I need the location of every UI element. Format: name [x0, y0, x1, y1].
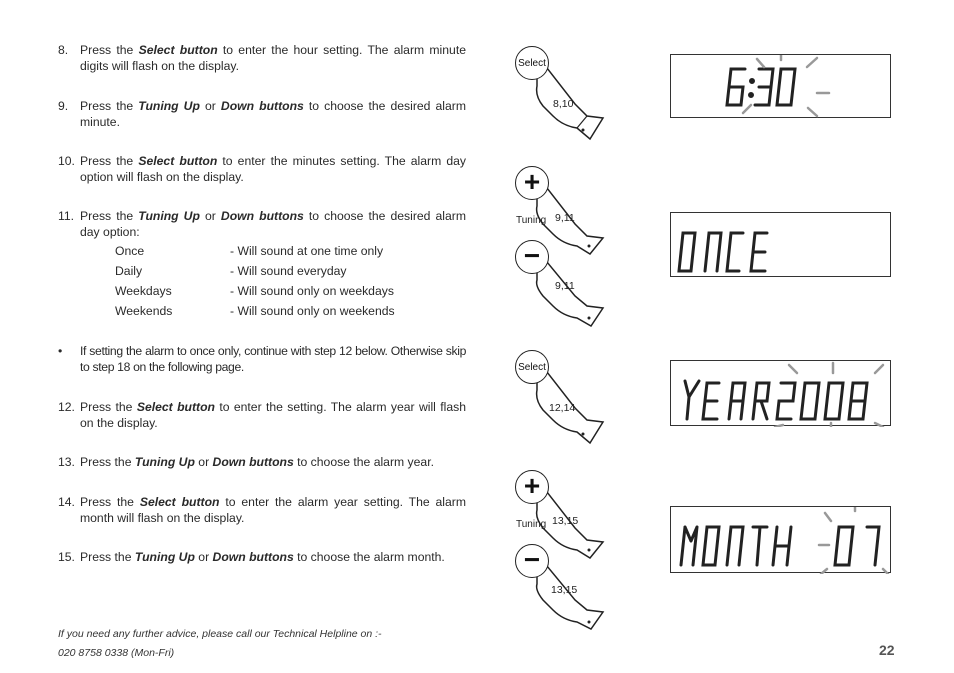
- step-9: [58, 98, 466, 130]
- step-ref-label: 9,11: [555, 212, 575, 224]
- step-text: to choose the desired alarm minute.: [80, 99, 466, 129]
- bold-term: Down buttons: [220, 209, 304, 223]
- step-text: to choose the desired alarm day option:: [80, 209, 466, 239]
- option-name-once: Once: [115, 244, 145, 258]
- select-button: Select: [515, 46, 549, 80]
- lcd-display-year: [670, 360, 891, 426]
- step-text: or: [194, 550, 213, 564]
- bold-term: Select button: [139, 495, 220, 509]
- step-8: [58, 42, 466, 74]
- tuning-down-button: [515, 544, 549, 578]
- option-desc-once: - Will sound at one time only: [230, 244, 384, 258]
- lcd-segments: [671, 361, 892, 427]
- select-button-illustration-1: [515, 46, 610, 141]
- lcd-segments: [671, 507, 892, 574]
- step-text: or: [194, 455, 213, 469]
- option-desc-weekends: - Will sound only on weekends: [230, 304, 395, 318]
- step-text: Press the: [80, 209, 139, 223]
- step-number: 12.: [58, 400, 75, 414]
- bold-term: Tuning Up: [138, 209, 200, 223]
- step-ref-label: 12,14: [549, 402, 576, 414]
- step-number: 13.: [58, 455, 75, 469]
- option-name-weekends: Weekends: [115, 304, 173, 318]
- step-text: to choose the alarm year.: [293, 455, 434, 469]
- step-text: or: [199, 209, 221, 223]
- bullet-note: [58, 343, 466, 375]
- step-text: to enter the minutes setting. The alarm day option will flash on the display.: [80, 154, 466, 184]
- plus-icon: +: [523, 165, 541, 197]
- option-desc-weekdays: - Will sound only on weekdays: [230, 284, 394, 298]
- step-text: or: [199, 99, 221, 113]
- step-10: [58, 153, 466, 185]
- tuning-down-illustration-1: [515, 240, 610, 328]
- bullet-text: If setting the alarm to once only, continue with step 12 below. Otherwise skip to step 18 on the following page.: [80, 344, 466, 374]
- tuning-up-button: [515, 166, 549, 200]
- plus-icon: +: [523, 469, 541, 501]
- step-text: Press the: [80, 43, 139, 57]
- step-text: Press the: [80, 455, 135, 469]
- lcd-display-time: [670, 54, 891, 118]
- option-name-daily: Daily: [115, 264, 143, 278]
- bold-term: Tuning Up: [134, 455, 195, 469]
- bold-term: Down buttons: [212, 550, 294, 564]
- step-text: to enter the alarm year setting. The alarm month will flash on the display.: [80, 495, 466, 525]
- bold-term: Tuning Up: [134, 550, 195, 564]
- tuning-down-button: [515, 240, 549, 274]
- bold-term: Down buttons: [212, 455, 294, 469]
- step-ref-label: 13,15: [552, 515, 579, 527]
- option-desc-daily: - Will sound everyday: [230, 264, 347, 278]
- minus-icon: −: [523, 239, 541, 271]
- step-text: Press the: [80, 550, 135, 564]
- bold-term: Select button: [138, 154, 218, 168]
- step-number: 14.: [58, 495, 75, 509]
- step-number: 8.: [58, 43, 69, 57]
- step-14: [58, 494, 466, 526]
- step-number: 10.: [58, 154, 75, 168]
- lcd-display-day-option: [670, 212, 891, 277]
- step-13: [58, 454, 466, 470]
- select-button-illustration-2: [515, 350, 610, 445]
- step-text: to choose the alarm month.: [293, 550, 445, 564]
- step-ref-label: 9,11: [555, 280, 575, 292]
- step-11: [58, 208, 466, 240]
- bold-term: Down buttons: [220, 99, 304, 113]
- step-text: Press the: [80, 495, 140, 509]
- step-text: to enter the setting. The alarm year will flash on the display.: [80, 400, 466, 430]
- step-text: Press the: [80, 99, 139, 113]
- step-number: 15.: [58, 550, 75, 564]
- option-name-weekdays: Weekdays: [115, 284, 172, 298]
- page-number: 22: [879, 642, 895, 658]
- step-number: 11.: [58, 209, 75, 223]
- helpline-number: 020 8758 0338 (Mon-Fri): [58, 647, 175, 659]
- lcd-segments: [671, 213, 892, 278]
- tuning-up-button: [515, 470, 549, 504]
- select-button: Select: [515, 350, 549, 384]
- bold-term: Tuning Up: [138, 99, 200, 113]
- bold-term: Select button: [138, 43, 218, 57]
- bold-term: Select button: [136, 400, 215, 414]
- tuning-label: Tuning: [516, 519, 547, 530]
- bullet-mark: •: [58, 344, 62, 358]
- helpline-text: If you need any further advice, please call our Technical Helpline on :-: [58, 628, 382, 640]
- step-text: to enter the hour setting. The alarm minute digits will flash on the display.: [80, 43, 466, 73]
- step-12: [58, 399, 466, 431]
- step-text: Press the: [80, 400, 137, 414]
- tuning-label: Tuning: [516, 215, 547, 226]
- lcd-display-month: [670, 506, 891, 573]
- step-ref-label: 13,15: [551, 584, 578, 596]
- step-text: Press the: [80, 154, 139, 168]
- step-15: [58, 549, 466, 565]
- minus-icon: −: [523, 543, 541, 575]
- tuning-down-illustration-2: [515, 544, 610, 630]
- step-number: 9.: [58, 99, 69, 113]
- step-ref-label: 8,10: [553, 98, 574, 110]
- lcd-segments: [671, 55, 892, 119]
